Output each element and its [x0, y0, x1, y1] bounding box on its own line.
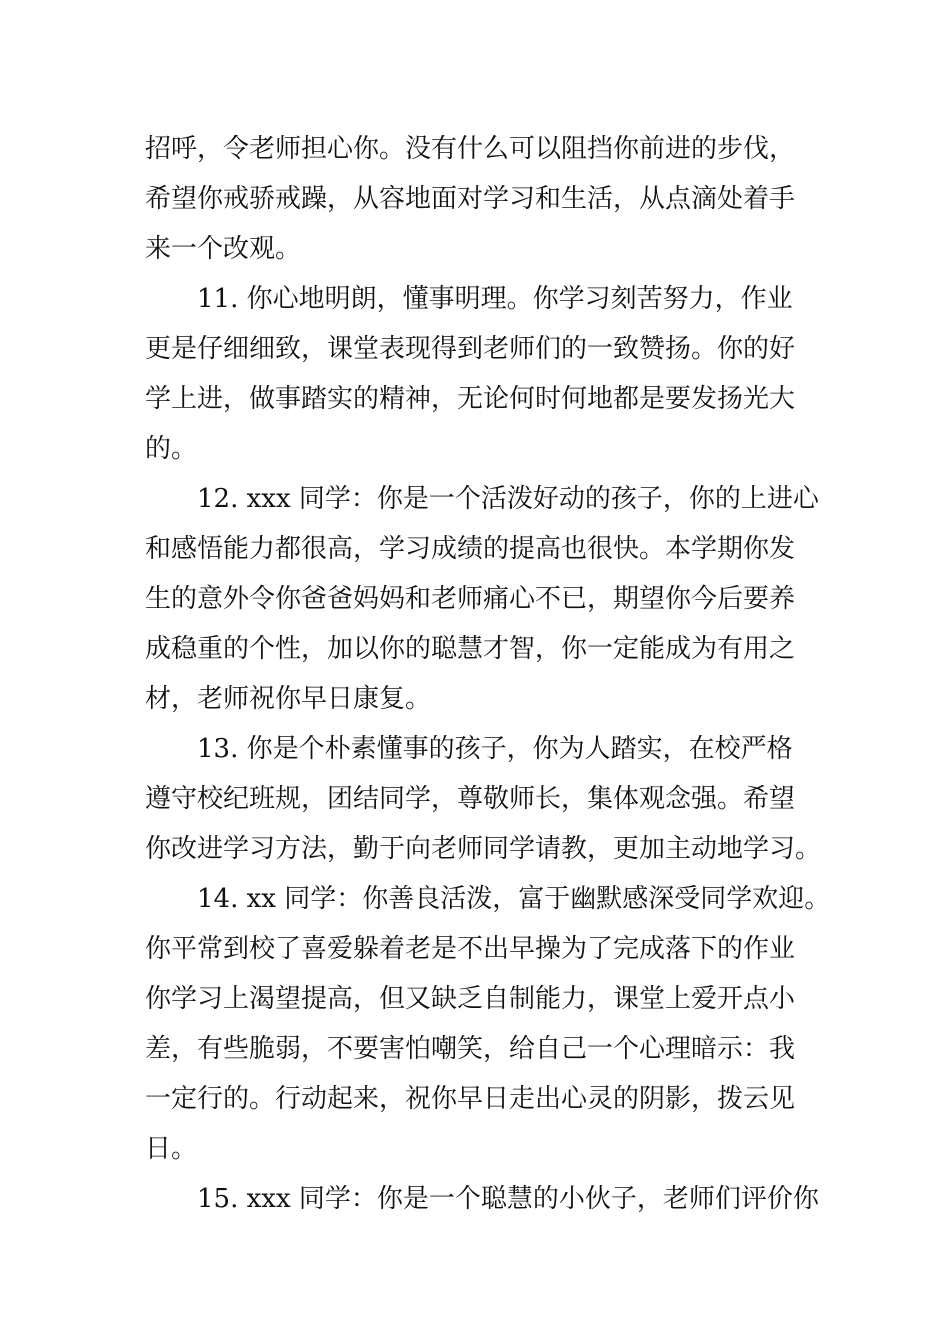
text-line: 成稳重的个性，加以你的聪慧才智，你一定能成为有用之	[145, 634, 796, 664]
text-line: 日。	[145, 1134, 198, 1164]
text-line: 和感悟能力都很高，学习成绩的提高也很快。本学期你发	[145, 534, 796, 564]
text-line: 一定行的。行动起来，祝你早日走出心灵的阴影，拨云见	[145, 1084, 796, 1114]
text-line: 招呼，令老师担心你。没有什么可以阻挡你前进的步伐，	[145, 134, 796, 164]
paragraph-start-13: 13. 你是个朴素懂事的孩子，你为人踏实，在校严格	[197, 734, 793, 764]
paragraph-start-15: 15. xxx 同学：你是一个聪慧的小伙子，老师们评价你	[197, 1184, 819, 1214]
paragraph-start-11: 11. 你心地明朗，懂事明理。你学习刻苦努力，作业	[197, 284, 793, 314]
text-line: 更是仔细细致，课堂表现得到老师们的一致赞扬。你的好	[145, 334, 796, 364]
text-line: 差，有些脆弱，不要害怕嘲笑，给自己一个心理暗示：我	[145, 1034, 796, 1064]
text-line: 学上进，做事踏实的精神，无论何时何地都是要发扬光大	[145, 384, 796, 414]
text-line: 的。	[145, 434, 198, 464]
text-line: 遵守校纪班规，团结同学，尊敬师长，集体观念强。希望	[145, 784, 796, 814]
paragraph-start-14: 14. xx 同学：你善良活泼，富于幽默感深受同学欢迎。	[197, 884, 831, 914]
text-line: 生的意外令你爸爸妈妈和老师痛心不已，期望你今后要养	[145, 584, 796, 614]
paragraph-start-12: 12. xxx 同学：你是一个活泼好动的孩子，你的上进心	[197, 484, 819, 514]
text-line: 你平常到校了喜爱躲着老是不出早操为了完成落下的作业	[145, 934, 796, 964]
document-body	[145, 124, 831, 1224]
text-line: 你改进学习方法，勤于向老师同学请教，更加主动地学习。	[145, 834, 822, 864]
text-line: 材，老师祝你早日康复。	[145, 684, 432, 714]
text-line: 来一个改观。	[145, 234, 302, 264]
text-line: 你学习上渴望提高，但又缺乏自制能力，课堂上爱开点小	[145, 984, 796, 1014]
text-line: 希望你戒骄戒躁，从容地面对学习和生活，从点滴处着手	[145, 184, 796, 214]
